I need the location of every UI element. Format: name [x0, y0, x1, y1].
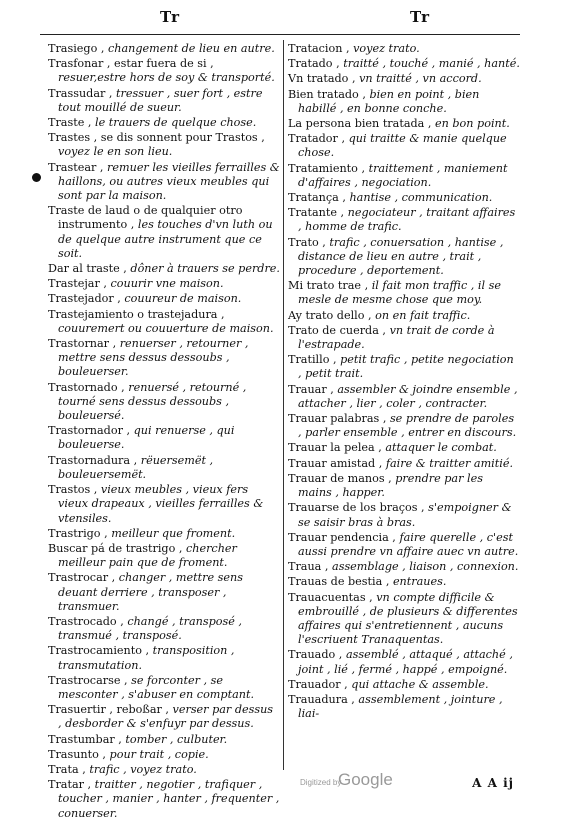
dictionary-entry	[288, 88, 520, 116]
entry-headword: Trauar pendencia ,	[288, 530, 396, 544]
entry-headword: Tratillo ,	[288, 353, 337, 367]
entry-translation: bien en point , bien habillé , en bonne conche.	[298, 87, 480, 115]
entry-translation: le trauers de quelque chose.	[95, 116, 257, 130]
entry-headword: Trasfonar , estar fuera de si ,	[48, 57, 214, 71]
dictionary-entry	[288, 117, 520, 131]
entry-headword: Tratador ,	[288, 132, 346, 146]
entry-headword: Trauar de manos ,	[288, 471, 392, 485]
entry-translation: on en fait traffic.	[375, 308, 471, 322]
entry-translation: couureur de maison.	[124, 292, 242, 306]
dictionary-entry	[48, 674, 280, 702]
dictionary-entry	[288, 472, 520, 500]
entry-translation: renuersé , retourné , tourné sens dessus dessoubs , bouleuersé.	[58, 380, 247, 423]
header-right: Tr	[410, 8, 430, 26]
entry-translation: resuer,estre hors de soy & transporté.	[58, 71, 275, 85]
entry-translation: assembler & joindre ensemble , attacher , lier , coler , contracter.	[298, 382, 518, 410]
entry-translation: verser par dessus , desborder & s'enfuyr par dessus.	[58, 703, 274, 731]
dictionary-entry	[288, 412, 520, 440]
entry-translation: tomber , culbuter.	[125, 732, 228, 746]
entry-headword: Trastornadura ,	[48, 453, 138, 467]
entry-headword: Trato ,	[288, 235, 326, 249]
dictionary-entry	[48, 116, 280, 130]
right-column	[288, 42, 520, 722]
entry-headword: Trauar ,	[288, 382, 334, 396]
dictionary-entry	[48, 763, 280, 777]
dictionary-entry	[288, 575, 520, 589]
dictionary-entry	[288, 383, 520, 411]
entry-headword: Trastejador ,	[48, 292, 121, 306]
entry-translation: changé , transposé , transmué , transposé.	[58, 614, 242, 643]
entry-translation: petit trafic , petite negociation , petit trait.	[298, 353, 514, 381]
entry-headword: Trastrocarse ,	[48, 673, 128, 687]
entry-headword: Trastrigo ,	[48, 526, 108, 540]
entry-translation: renuerser , retourner , mettre sens dessus dessoubs , bouleuerser.	[58, 337, 249, 379]
page-header	[40, 8, 540, 30]
entry-headword: Trastrocado ,	[48, 614, 124, 628]
entry-translation: assemblement , jointure , liai-	[298, 692, 503, 721]
dictionary-entry	[48, 277, 280, 291]
entry-headword: Trastrocamiento ,	[48, 644, 150, 658]
entry-translation: traittement , maniement d'affaires , negociation.	[298, 161, 508, 189]
entry-translation: changer , mettre sens deuant derriere , transposer , transmuer.	[58, 571, 243, 613]
dictionary-entry	[288, 693, 520, 721]
dictionary-entry	[48, 161, 280, 204]
dictionary-entry	[48, 778, 280, 821]
entry-headword: Trastrocar ,	[48, 571, 116, 585]
dictionary-entry	[48, 42, 280, 56]
entry-translation: se prendre de paroles , parler ensemble , entrer en discours.	[298, 412, 517, 440]
entry-translation: tressuer , suer fort , estre tout mouillé de sueur.	[58, 86, 263, 114]
dictionary-entry	[48, 292, 280, 306]
dictionary-entry	[48, 748, 280, 762]
dictionary-entry	[48, 381, 280, 424]
entry-translation: il fait mon traffic , il se mesle de mesme chose que moy.	[298, 279, 501, 307]
entry-headword: Ay trato dello ,	[288, 308, 372, 322]
entry-translation: pour trait , copie.	[109, 747, 209, 761]
entry-headword: Trauadura ,	[288, 692, 355, 706]
dictionary-entry	[288, 531, 520, 559]
entry-headword: Trastumbar ,	[48, 732, 122, 746]
dictionary-entry	[48, 483, 280, 526]
dictionary-entry	[48, 644, 280, 672]
dictionary-entry	[288, 57, 520, 71]
google-watermark: Google	[338, 770, 393, 789]
entry-translation: couuremert ou couuerture de maison.	[58, 321, 274, 335]
entry-translation: rëuersemët , bouleuersemët.	[58, 453, 214, 481]
header-rule	[40, 34, 520, 35]
entry-translation: s'empoigner & se saisir bras à bras.	[298, 501, 512, 529]
entry-headword: Tratamiento ,	[288, 161, 366, 175]
entry-translation: se forconter , se mesconter , s'abuser en comptant.	[58, 673, 255, 701]
entry-headword: Trauas de bestia ,	[288, 575, 390, 589]
entry-headword: Vn tratado ,	[288, 72, 356, 86]
dictionary-entry	[48, 308, 280, 336]
dictionary-entry	[288, 678, 520, 692]
entry-translation: en bon point.	[435, 117, 510, 131]
entry-translation: entraues.	[392, 575, 447, 589]
entry-headword: Trastornador ,	[48, 424, 131, 438]
entry-headword: Mi trato trae ,	[288, 279, 369, 293]
entry-translation: prendre par les mains , happer.	[298, 471, 483, 500]
entry-headword: Trastejamiento o trastejadura ,	[48, 307, 225, 321]
entry-headword: Trauarse de los braços ,	[288, 501, 425, 515]
entry-headword: Dar al traste ,	[48, 262, 127, 276]
dictionary-entry	[288, 279, 520, 307]
entry-translation: transposition , transmutation.	[58, 644, 235, 672]
header-left: Tr	[160, 8, 180, 26]
entry-headword: Trasuertir , reboßar ,	[48, 703, 169, 717]
entry-headword: Tratante ,	[288, 206, 345, 220]
dictionary-entry	[48, 454, 280, 482]
entry-translation: negociateur , traitant affaires , homme de trafic.	[298, 206, 516, 234]
dictionary-entry	[288, 648, 520, 676]
entry-headword: Tratacion ,	[288, 42, 350, 55]
entry-translation: dôner à trauers se perdre.	[130, 262, 280, 276]
entry-translation: qui renuerse , qui bouleuerse.	[58, 424, 235, 452]
entry-headword: Trasunto ,	[48, 747, 106, 761]
entry-headword: Traste ,	[48, 116, 92, 130]
entry-headword: Trastornado ,	[48, 380, 125, 394]
entry-translation: faire querelle , c'est aussi prendre vn affaire auec vn autre.	[298, 530, 519, 558]
dictionary-entry	[48, 615, 280, 643]
dictionary-entry	[288, 441, 520, 455]
digitized-by-label: Digitized by	[300, 778, 342, 787]
dictionary-entry	[48, 262, 280, 276]
left-column	[48, 42, 280, 822]
entry-headword: Trauar palabras ,	[288, 412, 387, 426]
dictionary-entry	[288, 591, 520, 648]
dictionary-entry	[288, 132, 520, 160]
entry-translation: meilleur que froment.	[111, 526, 236, 540]
entry-headword: Bien tratado ,	[288, 87, 366, 101]
entry-translation: assemblage , liaison , connexion.	[332, 560, 519, 574]
entry-translation: remuer les vieilles ferrailles & haillons, ou autres vieux meubles qui sont par la maison.	[58, 160, 280, 203]
entry-translation: traitter , negotier , trafiquer , toucher , manier , hanter , frequenter , conuerser.	[58, 778, 280, 820]
entry-translation: trafic , voyez trato.	[89, 762, 197, 776]
entry-headword: Trassudar ,	[48, 86, 113, 100]
entry-translation: vn trait de corde à l'estrapade.	[298, 323, 495, 352]
entry-headword: Tratança ,	[288, 191, 346, 205]
entry-headword: Trastos ,	[48, 483, 98, 497]
dictionary-entry	[48, 571, 280, 614]
dictionary-entry	[48, 57, 280, 85]
dictionary-entry	[288, 353, 520, 381]
dictionary-entry	[288, 72, 520, 86]
dictionary-entry	[288, 560, 520, 574]
dictionary-entry	[288, 309, 520, 323]
entry-headword: Trastear ,	[48, 160, 104, 174]
entry-translation: hantise , communication.	[349, 191, 493, 205]
entry-headword: Traste de laud o de qualquier otro instrumento ,	[48, 204, 243, 232]
entry-headword: Tratado ,	[288, 57, 340, 71]
entry-translation: assemblé , attaqué , attaché , joint , lié , fermé , happé , empoigné.	[298, 648, 513, 676]
dictionary-entry	[48, 703, 280, 731]
dictionary-entry	[48, 733, 280, 747]
dictionary-entry	[288, 457, 520, 471]
entry-translation: traitté , touché , manié , hanté.	[343, 57, 520, 71]
dictionary-entry	[48, 337, 280, 380]
entry-translation: qui traitte & manie quelque chose.	[298, 132, 507, 160]
dictionary-entry	[288, 236, 520, 279]
dictionary-entry	[288, 191, 520, 205]
entry-translation: voyez le en son lieu.	[58, 145, 173, 159]
entry-headword: Buscar pá de trastrigo ,	[48, 541, 183, 555]
entry-headword: Trastes , se dis sonnent pour Trastos ,	[48, 131, 265, 145]
dictionary-entry	[288, 206, 520, 234]
entry-translation: changement de lieu en autre.	[108, 42, 275, 55]
entry-headword: Tratar ,	[48, 778, 92, 792]
entry-headword: Trastornar ,	[48, 337, 117, 351]
entry-translation: voyez trato.	[353, 42, 420, 55]
dictionary-entry	[288, 42, 520, 56]
signature-mark: A A ij	[472, 776, 514, 790]
entry-headword: La persona bien tratada ,	[288, 117, 432, 131]
entry-translation: trafic , conuersation , hantise , distance de lieu en autre , trait , procedure , deportement.	[298, 235, 504, 278]
entry-translation: qui attache & assemble.	[351, 677, 489, 691]
dictionary-entry	[48, 204, 280, 261]
dictionary-entry	[48, 87, 280, 115]
entry-headword: Trastejar ,	[48, 277, 107, 291]
entry-headword: Trato de cuerda ,	[288, 323, 386, 337]
entry-translation: les touches d'vn luth ou de quelque autre instrument que ce soit.	[58, 218, 273, 260]
dictionary-entry	[288, 162, 520, 190]
dictionary-entry	[288, 501, 520, 529]
entry-translation: vieux meubles , vieux fers vieux drapeaux , vieilles ferrailles & vtensiles.	[58, 483, 264, 525]
entry-translation: faire & traitter amitié.	[385, 456, 514, 470]
entry-translation: attaquer le combat.	[385, 441, 497, 455]
dictionary-entry	[48, 131, 280, 159]
dictionary-entry	[48, 542, 280, 570]
dictionary-entry	[48, 527, 280, 541]
entry-headword: Traua ,	[288, 560, 329, 574]
column-divider	[283, 40, 284, 770]
margin-bullet-mark	[32, 173, 41, 182]
entry-translation: chercher meilleur pain que de froment.	[58, 541, 237, 570]
entry-headword: Trauar la pelea ,	[288, 441, 382, 455]
entry-headword: Trasiego ,	[48, 42, 105, 55]
entry-translation: vn traitté , vn accord.	[359, 72, 482, 86]
entry-translation: vn compte difficile & embrouillé , de plusieurs & differentes affaires qui s'entretiennent , aucuns l'escriuent Tranaquentas.	[298, 590, 518, 647]
entry-headword: Trauar amistad ,	[288, 456, 383, 470]
entry-headword: Trauador ,	[288, 677, 348, 691]
dictionary-entry	[288, 324, 520, 352]
entry-headword: Trauado ,	[288, 648, 343, 662]
entry-headword: Trauacuentas ,	[288, 590, 373, 604]
entry-translation: couurir vne maison.	[110, 277, 224, 291]
dictionary-entry	[48, 424, 280, 452]
entry-headword: Trata ,	[48, 762, 86, 776]
